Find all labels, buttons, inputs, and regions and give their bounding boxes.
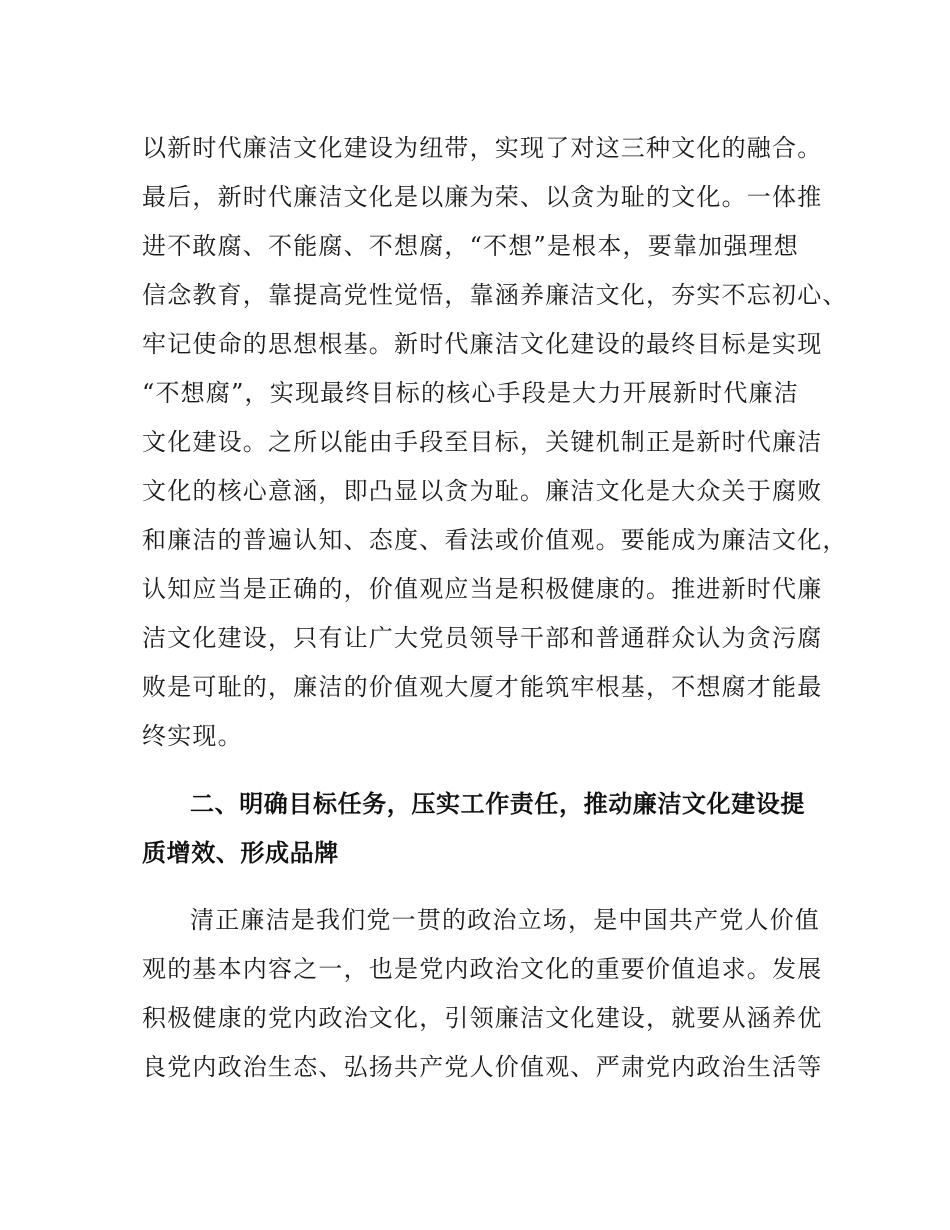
paragraph-line: 清正廉洁是我们党一贯的政治立场，是中国共产党人价值	[190, 906, 820, 934]
paragraph-line: “不想腐”，实现最终目标的核心手段是大力开展新时代廉洁	[142, 379, 799, 407]
paragraph-line: 洁文化建设，只有让广大党员领导干部和普通群众认为贪污腐	[142, 624, 823, 652]
body-paragraph-section-two	[142, 896, 822, 1092]
section-heading-line: 二、明确目标任务，压实工作责任，推动廉洁文化建设提	[190, 790, 805, 818]
paragraph-line: 文化的核心意涵，即凸显以贪为耻。廉洁文化是大众关于腐败	[142, 477, 823, 505]
paragraph-line: 观的基本内容之一，也是党内政治文化的重要价值追求。发展	[142, 955, 823, 983]
paragraph-line: 积极健康的党内政治文化，引领廉洁文化建设，就要从涵养优	[142, 1004, 823, 1032]
section-heading-line: 质增效、形成品牌	[142, 839, 339, 867]
paragraph-line: 和廉洁的普遍认知、态度、看法或价值观。要能成为廉洁文化，	[142, 526, 848, 554]
body-paragraph-continued	[142, 124, 848, 761]
paragraph-line: 文化建设。之所以能由手段至目标，关键机制正是新时代廉洁	[142, 428, 823, 456]
paragraph-line: 以新时代廉洁文化建设为纽带，实现了对这三种文化的融合。	[142, 134, 823, 162]
paragraph-line: 败是可耻的，廉洁的价值观大厦才能筑牢根基，不想腐才能最	[142, 673, 823, 701]
paragraph-line: 终实现。	[142, 722, 243, 750]
paragraph-line: 信念教育，靠提高党性觉悟，靠涵养廉洁文化，夯实不忘初心、	[142, 281, 848, 309]
paragraph-line: 进不敢腐、不能腐、不想腐，“不想”是根本，要靠加强理想	[142, 232, 799, 260]
paragraph-line: 良党内政治生态、弘扬共产党人价值观、严肃党内政治生活等	[142, 1053, 823, 1081]
paragraph-line: 牢记使命的思想根基。新时代廉洁文化建设的最终目标是实现	[142, 330, 823, 358]
paragraph-line: 认知应当是正确的，价值观应当是积极健康的。推进新时代廉	[142, 575, 823, 603]
section-heading	[142, 780, 832, 878]
paragraph-line: 最后，新时代廉洁文化是以廉为荣、以贪为耻的文化。一体推	[142, 183, 823, 211]
